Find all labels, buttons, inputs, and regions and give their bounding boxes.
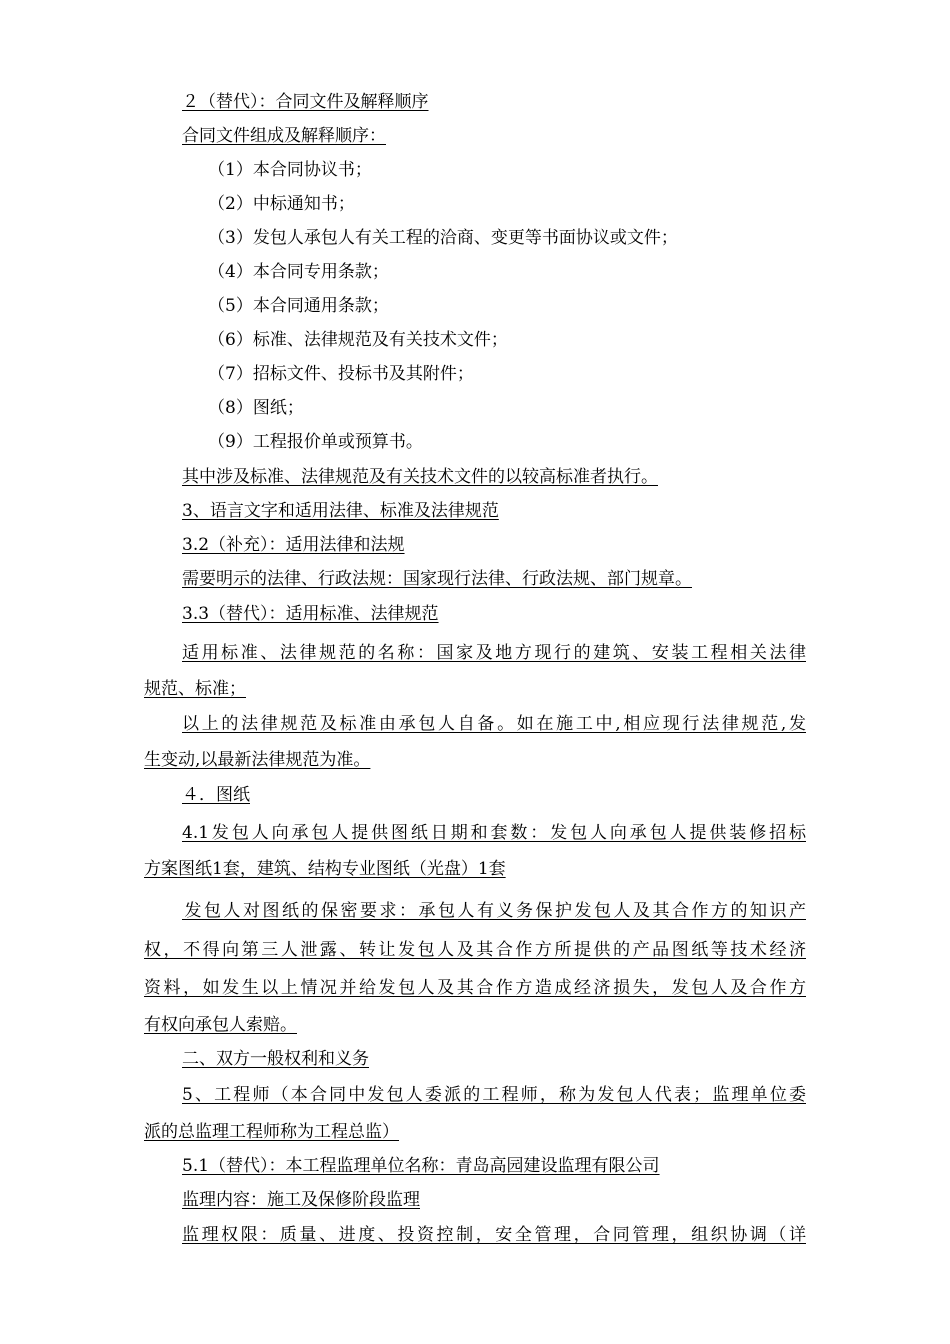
list-item: （6）标准、法律规范及有关技术文件； bbox=[208, 330, 508, 350]
paragraph-line: 适用标准、法律规范的名称：国家及地方现行的建筑、安装工程相关法律 bbox=[182, 643, 806, 663]
paragraph-line: 4.1发包人向承包人提供图纸日期和套数：发包人向承包人提供装修招标 bbox=[182, 823, 806, 843]
list-item: （2）中标通知书； bbox=[208, 194, 355, 214]
list-item: （7）招标文件、投标书及其附件； bbox=[208, 364, 474, 384]
paragraph-line: 需要明示的法律、行政法规：国家现行法律、行政法规、部门规章。 bbox=[182, 569, 692, 589]
paragraph-line: 以上的法律规范及标准由承包人自备。如在施工中,相应现行法律规范,发 bbox=[182, 714, 806, 734]
paragraph-line: 5、工程师（本合同中发包人委派的工程师，称为发包人代表；监理单位委 bbox=[182, 1085, 806, 1105]
paragraph-line: 其中涉及标准、法律规范及有关技术文件的以较高标准者执行。 bbox=[182, 467, 658, 487]
clause-3-2-heading: 3.2（补充）：适用法律和法规 bbox=[182, 535, 405, 555]
paragraph-line: 权，不得向第三人泄露、转让发包人及其合作方所提供的产品图纸等技术经济 bbox=[144, 940, 806, 960]
clause-2-heading: ２（替代）：合同文件及解释顺序 bbox=[182, 92, 429, 112]
paragraph-line: 监理权限：质量、进度、投资控制，安全管理，合同管理，组织协调（详 bbox=[182, 1225, 806, 1245]
clause-4-heading: ４．图纸 bbox=[182, 785, 250, 805]
section-2-heading: 二、双方一般权利和义务 bbox=[182, 1049, 369, 1069]
list-item: （8）图纸； bbox=[208, 398, 304, 418]
list-item: （1）本合同协议书； bbox=[208, 160, 372, 180]
contract-documents-intro: 合同文件组成及解释顺序： bbox=[182, 126, 386, 146]
paragraph-line: 监理内容：施工及保修阶段监理 bbox=[182, 1190, 420, 1210]
paragraph-line: 发包人对图纸的保密要求：承包人有义务保护发包人及其合作方的知识产 bbox=[182, 901, 806, 921]
clause-3-3-heading: 3.3（替代）：适用标准、法律规范 bbox=[182, 604, 439, 624]
paragraph-line: 生变动,以最新法律规范为准。 bbox=[144, 750, 371, 770]
paragraph-line: 资料，如发生以上情况并给发包人及其合作方造成经济损失，发包人及合作方 bbox=[144, 978, 806, 998]
clause-3-heading: 3、语言文字和适用法律、标准及法律规范 bbox=[182, 501, 499, 521]
list-item: （3）发包人承包人有关工程的洽商、变更等书面协议或文件； bbox=[208, 228, 678, 248]
list-item: （9）工程报价单或预算书。 bbox=[208, 432, 423, 452]
paragraph-line: 派的总监理工程师称为工程总监） bbox=[144, 1122, 399, 1142]
clause-5-1-heading: 5.1（替代）：本工程监理单位名称：青岛高园建设监理有限公司 bbox=[182, 1156, 660, 1176]
paragraph-line: 方案图纸1套，建筑、结构专业图纸（光盘）1套 bbox=[144, 859, 506, 879]
paragraph-line: 有权向承包人索赔。 bbox=[144, 1015, 297, 1035]
paragraph-line: 规范、标准； bbox=[144, 679, 246, 699]
list-item: （5）本合同通用条款； bbox=[208, 296, 389, 316]
list-item: （4）本合同专用条款； bbox=[208, 262, 389, 282]
